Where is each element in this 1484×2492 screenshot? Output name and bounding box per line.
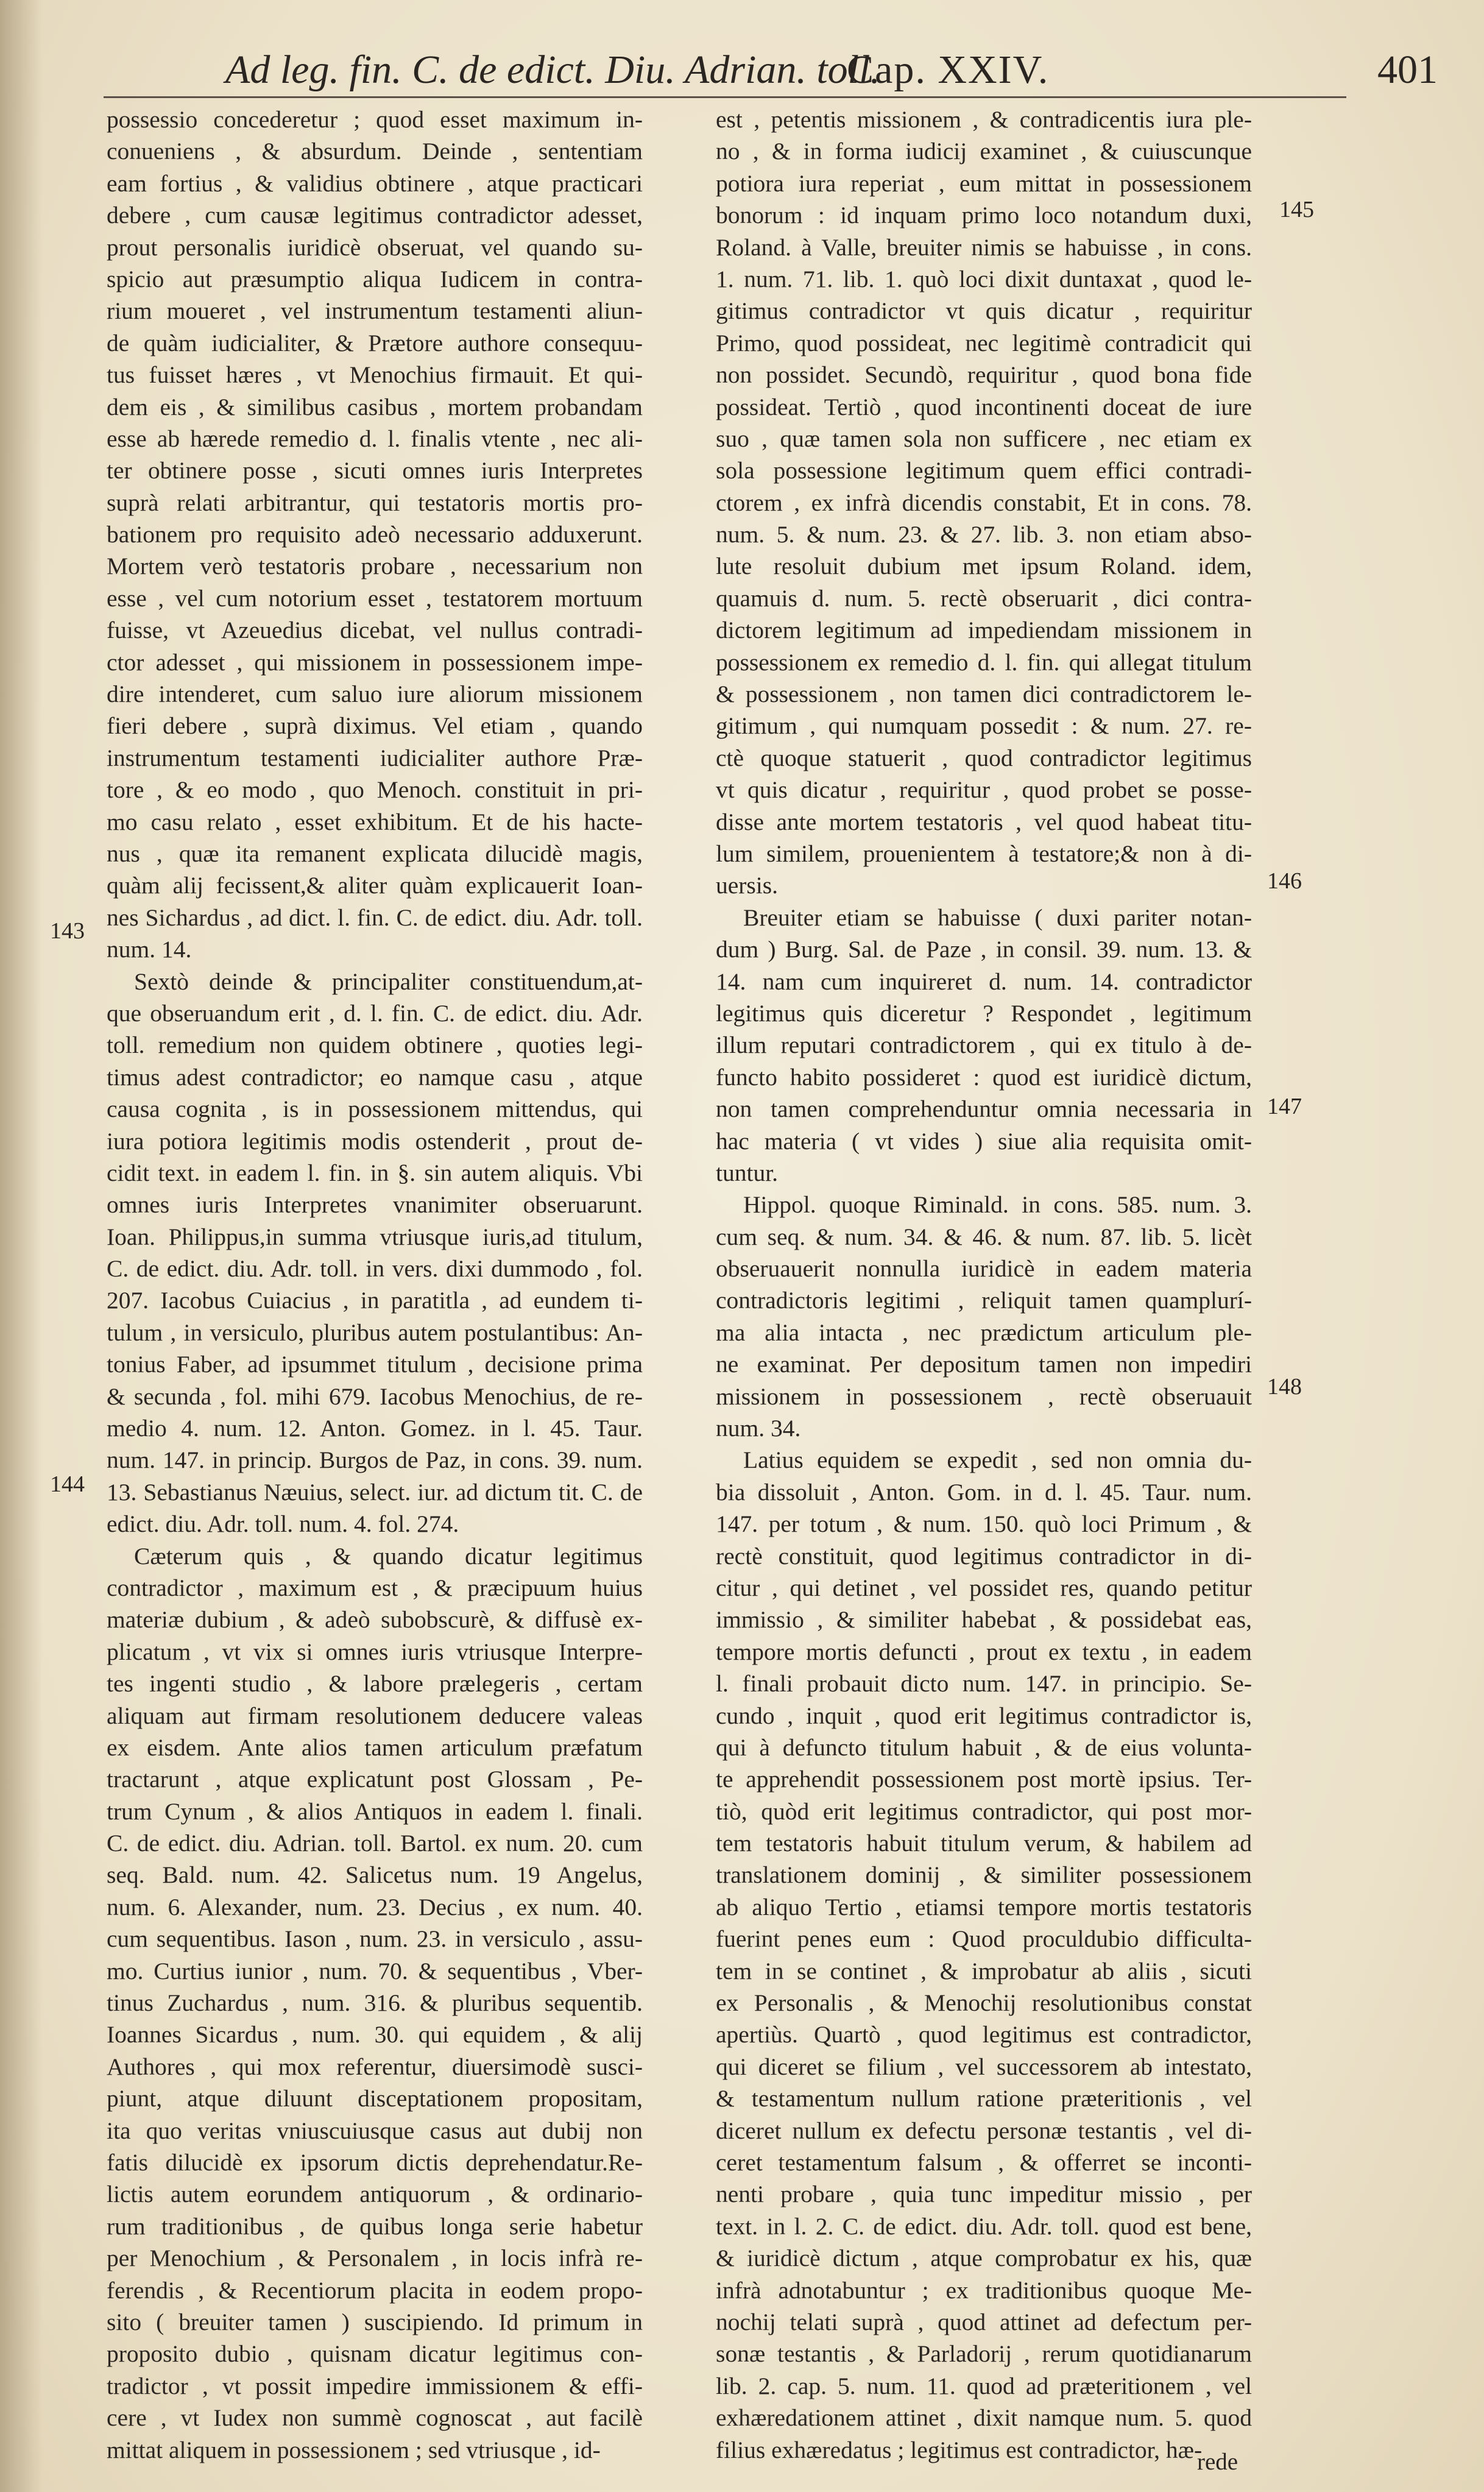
text-line: suo , quæ tamen sola non sufficere , nec etiam ex	[716, 425, 1252, 452]
text-line: exhæredationem attinet , dixit namque num. 5. quod	[716, 2404, 1252, 2432]
text-line: dum ) Burg. Sal. de Paze , in consil. 39. num. 13. &	[716, 936, 1252, 963]
text-line: dictorem legitimum ad impediendam missionem in	[716, 617, 1252, 644]
text-line: ctorem , ex infrà dicendis constabit, Et in cons. 78.	[716, 489, 1252, 516]
text-line: tradictor , vt possit impedire immissionem & effi-	[107, 2372, 643, 2399]
text-line: tes ingenti studio , & labore prælegeris , certam	[107, 1670, 643, 1697]
text-line: quàm alij fecissent,& aliter quàm explicauerit Ioan-	[107, 872, 643, 899]
running-title: Ad leg. fin. C. de edict. Diu. Adrian. toll.	[225, 48, 880, 92]
text-line: Ioannes Sicardus , num. 30. qui equidem , & alij	[107, 2021, 643, 2048]
text-line: causa cognita , is in possessionem mittendus, qui	[107, 1096, 643, 1123]
text-line: rectè constituit, quod legitimus contradictor in di-	[716, 1542, 1252, 1570]
text-line: 147. per totum , & num. 150. quò loci Primum , &	[716, 1510, 1252, 1538]
text-line: disse ante mortem testatoris , vel quod habeat titu-	[716, 808, 1252, 835]
text-line: 1. num. 71. lib. 1. quò loci dixit duntaxat , quod le-	[716, 265, 1252, 292]
text-line: Latius equidem se expedit , sed non omnia du-	[743, 1446, 1252, 1474]
text-line: Sextò deinde & principaliter constituendum,at-	[134, 968, 643, 995]
text-line: bonorum : id inquam primo loco notandum duxi,	[716, 202, 1252, 229]
text-line: lute resoluit dubium met ipsum Roland. idem,	[716, 553, 1252, 580]
text-line: num. 6. Alexander, num. 23. Decius , ex num. 40.	[107, 1893, 643, 1920]
text-line: legitimus quis diceretur ? Respondet , legitimum	[716, 999, 1252, 1027]
text-line: possessionem ex remedio d. l. fin. qui allegat titulum	[716, 648, 1252, 676]
text-line: cidit text. in eadem l. fin. in §. sin autem aliquis. Vbi	[107, 1159, 643, 1186]
text-line: diceret nullum ex defectu personæ testantis , vel di-	[716, 2117, 1252, 2144]
text-line: qui diceret se filium , vel successorem ab intestato,	[716, 2053, 1252, 2080]
text-line: trum Cynum , & alios Antiquos in eadem l. finali.	[107, 1797, 643, 1825]
text-line: gitimum , qui numquam possedit : & num. 27. re-	[716, 712, 1252, 740]
header-rule	[104, 96, 1346, 98]
text-line: cum sequentibus. Iason , num. 23. in versiculo , assu-	[107, 1925, 643, 1953]
text-line: tem testatoris habuit titulum verum, & habilem ad	[716, 1830, 1252, 1857]
text-line: Mortem verò testatoris probare , necessarium non	[107, 553, 643, 580]
text-line: non tamen comprehenduntur omnia necessaria in	[716, 1096, 1252, 1123]
text-line: Hippol. quoque Riminald. in cons. 585. num. 3.	[743, 1191, 1252, 1219]
page-number: 401	[1377, 48, 1438, 92]
text-line: fatis dilucidè ex ipsorum dictis deprehendatur.Re-	[107, 2149, 643, 2176]
text-line: C. de edict. diu. Adrian. toll. Bartol. ex num. 20. cum	[107, 1830, 643, 1857]
text-line: ctè quoque statuerit , quod contradictor legitimus	[716, 744, 1252, 771]
text-line: quamuis d. num. 5. rectè obseruarit , dici contra-	[716, 584, 1252, 612]
left-text-column	[107, 104, 643, 2480]
text-line: tore , & eo modo , quo Menoch. constituit in pri-	[107, 776, 643, 804]
text-line: 13. Sebastianus Næuius, select. iur. ad dictum tit. C. de	[107, 1478, 643, 1506]
text-line: Primo, quod possideat, nec legitimè contradicit qui	[716, 329, 1252, 356]
text-line: tinus Zuchardus , num. 316. & pluribus sequentib.	[107, 1989, 643, 2017]
text-line: esse , vel cum notorium esset , testatorem mortuum	[107, 584, 643, 612]
margin-number-143: 143	[50, 918, 85, 944]
text-line: citur , qui detinet , vel possidet res, quando petitur	[716, 1574, 1252, 1601]
text-line: translationem dominij , & similiter possessionem	[716, 1861, 1252, 1889]
text-line: lictis autem eorundem antiquorum , & ordinario-	[107, 2181, 643, 2208]
text-line: ma alia intacta , nec prædictum articulum ple-	[716, 1319, 1252, 1346]
text-line: num. 14.	[107, 936, 192, 963]
text-line: tempore mortis defuncti , prout ex textu , in eadem	[716, 1638, 1252, 1665]
text-line: qui à defuncto titulum habuit , & de eius volunta-	[716, 1733, 1252, 1761]
text-line: cere , vt Iudex non summè cognoscat , aut facilè	[107, 2404, 643, 2432]
page-gutter-shadow	[0, 0, 43, 2492]
text-line: dem eis , & similibus casibus , mortem probandam	[107, 393, 643, 420]
right-text-column	[716, 104, 1252, 2480]
text-line: per Menochium , & Personalem , in locis infrà re-	[107, 2245, 643, 2272]
text-line: Ioan. Philippus,in summa vtriusque iuris,ad titulum,	[107, 1223, 643, 1250]
text-line: sola possessione legitimum quem effici contradi-	[716, 457, 1252, 484]
text-line: nenti probare , quia tunc impeditur missio , per	[716, 2181, 1252, 2208]
text-line: ne examinat. Per depositum tamen non impediri	[716, 1351, 1252, 1378]
text-line: aliquam aut firmam resolutionem deducere valeas	[107, 1702, 643, 1729]
text-line: cundo , inquit , quod erit legitimus contradictor is,	[716, 1702, 1252, 1729]
text-line: hac materia ( vt vides ) siue alia requisita omit-	[716, 1127, 1252, 1155]
text-line: materiæ dubium , & adeò subobscurè, & diffusè ex-	[107, 1606, 643, 1634]
text-line: obseruauerit nonnulla iuridicè in eadem materia	[716, 1255, 1252, 1283]
text-line: fuisse, vt Azeuedius dicebat, vel nullus contradi-	[107, 617, 643, 644]
text-line: no , & in forma iudicij examinet , & cuiuscunque	[716, 138, 1252, 165]
text-line: timus adest contradictor; eo namque casu , atque	[107, 1063, 643, 1091]
text-line: rum traditionibus , de quibus longa serie habetur	[107, 2212, 643, 2240]
text-line: possideat. Tertiò , quod incontinenti doceat de iure	[716, 393, 1252, 420]
text-line: esse ab hærede remedio d. l. finalis vtente , nec ali-	[107, 425, 643, 452]
text-line: l. finali probauit dicto num. 147. in principio. Se-	[716, 1670, 1252, 1697]
text-line: contradictor , maximum est , & præcipuum huius	[107, 1574, 643, 1601]
text-line: uersis.	[716, 872, 779, 899]
text-line: ferendis , & Recentiorum placita in eodem propo-	[107, 2276, 643, 2304]
text-line: num. 5. & num. 23. & 27. lib. 3. non etiam abso-	[716, 521, 1252, 548]
text-line: vt quis dicatur , requiritur , quod probet se posse-	[716, 776, 1252, 804]
text-line: gitimus contradictor vt quis dicatur , requiritur	[716, 297, 1252, 325]
text-line: Authores , qui mox referentur, diuersimodè susci-	[107, 2053, 643, 2080]
text-line: seq. Bald. num. 42. Salicetus num. 19 Angelus,	[107, 1861, 643, 1889]
text-line: & iuridicè dictum , atque comprobatur ex his, quæ	[716, 2245, 1252, 2272]
text-line: bia dissoluit , Anton. Gom. in d. l. 45. Taur. num.	[716, 1478, 1252, 1506]
chapter-label: Cap. XXIV.	[847, 48, 1050, 92]
text-line: lib. 2. cap. 5. num. 11. quod ad præteritionem , vel	[716, 2372, 1252, 2399]
text-line: & secunda , fol. mihi 679. Iacobus Menochius, de re-	[107, 1382, 643, 1410]
text-line: tus fuisset hæres , vt Menochius firmauit. Et qui-	[107, 361, 643, 389]
text-line: tem in se continet , & improbatur ab aliis , sicuti	[716, 1957, 1252, 1984]
text-line: plicatum , vt vix si omnes iuris vtriusque Interpre-	[107, 1638, 643, 1665]
text-line: text. in l. 2. C. de edict. diu. Adr. toll. quod est bene,	[716, 2212, 1252, 2240]
text-line: lum similem, prouenientem à testatore;& non à di-	[716, 840, 1252, 867]
text-line: num. 34.	[716, 1415, 801, 1442]
text-line: sito ( breuiter tamen ) suscipiendo. Id primum in	[107, 2308, 643, 2335]
text-line: Breuiter etiam se habuisse ( duxi pariter notan-	[743, 904, 1252, 931]
margin-number-144: 144	[50, 1471, 85, 1497]
text-line: mo. Curtius iunior , num. 70. & sequentibus , Vber-	[107, 1957, 643, 1984]
catchword: rede	[1197, 2449, 1238, 2475]
text-line: & testamentum nullum ratione præteritionis , vel	[716, 2085, 1252, 2112]
text-line: & possessionem , non tamen dici contradictorem le-	[716, 681, 1252, 708]
text-line: edict. diu. Adr. toll. num. 4. fol. 274.	[107, 1510, 459, 1538]
text-line: fuerint penes eum : Quod proculdubio difficulta-	[716, 1925, 1252, 1953]
text-line: tiò, quòd erit legitimus contradictor, qui post mor-	[716, 1797, 1252, 1825]
text-line: toll. remedium non quidem obtinere , quoties legi-	[107, 1032, 643, 1059]
text-line: debere , cum causæ legitimus contradictor adesset,	[107, 202, 643, 229]
text-line: 14. nam cum inquireret d. num. 14. contradictor	[716, 968, 1252, 995]
text-line: prout personalis iuridicè obseruat, vel quando su-	[107, 233, 643, 261]
text-line: apertiùs. Quartò , quod legitimus est contradictor,	[716, 2021, 1252, 2048]
running-header	[201, 43, 1438, 97]
text-line: nus , quæ ita remanent explicata dilucidè magis,	[107, 840, 643, 867]
text-line: cum seq. & num. 34. & 46. & num. 87. lib. 5. licèt	[716, 1223, 1252, 1250]
text-line: ceret testamentum falsum , & offerret se inconti-	[716, 2149, 1252, 2176]
text-line: tonius Faber, ad ipsummet titulum , decisione prima	[107, 1351, 643, 1378]
text-line: possessio concederetur ; quod esset maximum in-	[107, 106, 643, 133]
text-line: fieri debere , suprà diximus. Vel etiam , quando	[107, 712, 643, 740]
margin-number-147: 147	[1267, 1094, 1302, 1119]
text-line: omnes iuris Interpretes vnanimiter obseruarunt.	[107, 1191, 643, 1219]
text-line: est , petentis missionem , & contradicentis iura ple-	[716, 106, 1252, 133]
text-line: ctor adesset , qui missionem in possessionem impe-	[107, 648, 643, 676]
text-line: suprà relati arbitrantur, qui testatoris mortis pro-	[107, 489, 643, 516]
text-line: ex Personalis , & Menochij resolutionibus constat	[716, 1989, 1252, 2017]
text-line: dire intenderet, cum saluo iure aliorum missionem	[107, 681, 643, 708]
text-line: ab aliquo Tertio , etiamsi tempore mortis testatoris	[716, 1893, 1252, 1920]
text-line: filius exhæredatus ; legitimus est contradictor, hæ-	[716, 2436, 1203, 2463]
text-line: de quàm iudicialiter, & Prætore authore consequu-	[107, 329, 643, 356]
text-line: bationem pro requisito adeò necessario adduxerunt.	[107, 521, 643, 548]
text-line: mo casu relato , esset exhibitum. Et de his hacte-	[107, 808, 643, 835]
text-line: non possidet. Secundò, requiritur , quod bona fide	[716, 361, 1252, 389]
text-line: tulum , in versiculo, pluribus autem postulantibus: An-	[107, 1319, 643, 1346]
text-line: ita quo veritas vniuscuiusque casus aut dubij non	[107, 2117, 643, 2144]
text-line: que obseruandum erit , d. l. fin. C. de edict. diu. Adr.	[107, 999, 643, 1027]
text-line: ex eisdem. Ante alios tamen articulum præfatum	[107, 1733, 643, 1761]
text-line: proposito dubio , quisnam dicatur legitimus con-	[107, 2340, 643, 2368]
text-line: spicio aut præsumptio aliqua Iudicem in contra-	[107, 265, 643, 292]
text-line: missionem in possessionem , rectè obseruauit	[716, 1382, 1252, 1410]
text-line: instrumentum testamenti iudicialiter authore Præ-	[107, 744, 643, 771]
text-line: nes Sichardus , ad dict. l. fin. C. de edict. diu. Adr. toll.	[107, 904, 643, 931]
text-line: 207. Iacobus Cuiacius , in paratitla , ad eundem ti-	[107, 1287, 643, 1314]
margin-number-146: 146	[1267, 868, 1302, 894]
text-line: illum reputari contradictorem , qui ex titulo à de-	[716, 1032, 1252, 1059]
text-line: immissio , & similiter habebat , & possidebat eas,	[716, 1606, 1252, 1634]
text-line: infrà adnotabuntur ; ex traditionibus quoque Me-	[716, 2276, 1252, 2304]
text-line: nochij telati suprà , quod attinet ad defectum per-	[716, 2308, 1252, 2335]
margin-number-148: 148	[1267, 1374, 1302, 1400]
text-line: te apprehendit possessionem post mortè ipsius. Ter-	[716, 1766, 1252, 1793]
text-line: mittat aliquem in possessionem ; sed vtriusque , id-	[107, 2436, 601, 2463]
text-line: conueniens , & absurdum. Deinde , sententiam	[107, 138, 643, 165]
text-line: ter obtinere posse , sicuti omnes iuris Interpretes	[107, 457, 643, 484]
text-line: contradictoris legitimi , reliquit tamen quamplurí-	[716, 1287, 1252, 1314]
text-line: tuntur.	[716, 1159, 779, 1186]
text-line: Roland. à Valle, breuiter nimis se habuisse , in cons.	[716, 233, 1252, 261]
text-line: piunt, atque diluunt disceptationem propositam,	[107, 2085, 643, 2112]
text-line: C. de edict. diu. Adr. toll. in vers. dixi dummodo , fol.	[107, 1255, 643, 1283]
text-line: potiora iura reperiat , eum mittat in possessionem	[716, 169, 1252, 197]
text-line: num. 147. in princip. Burgos de Paz, in cons. 39. num.	[107, 1446, 643, 1474]
margin-number-145: 145	[1279, 197, 1314, 222]
text-line: eam fortius , & validius obtinere , atque practicari	[107, 169, 643, 197]
text-line: rium moueret , vel instrumentum testamenti aliun-	[107, 297, 643, 325]
text-line: medio 4. num. 12. Anton. Gomez. in l. 45. Taur.	[107, 1415, 643, 1442]
text-line: iura potiora legitimis modis ostenderit , prout de-	[107, 1127, 643, 1155]
text-line: functo habito possideret : quod est iuridicè dictum,	[716, 1063, 1252, 1091]
text-line: Cæterum quis , & quando dicatur legitimus	[134, 1542, 643, 1570]
text-line: tractarunt , atque explicatunt post Glossam , Pe-	[107, 1766, 643, 1793]
text-line: sonæ testantis , & Parladorij , rerum quotidianarum	[716, 2340, 1252, 2368]
